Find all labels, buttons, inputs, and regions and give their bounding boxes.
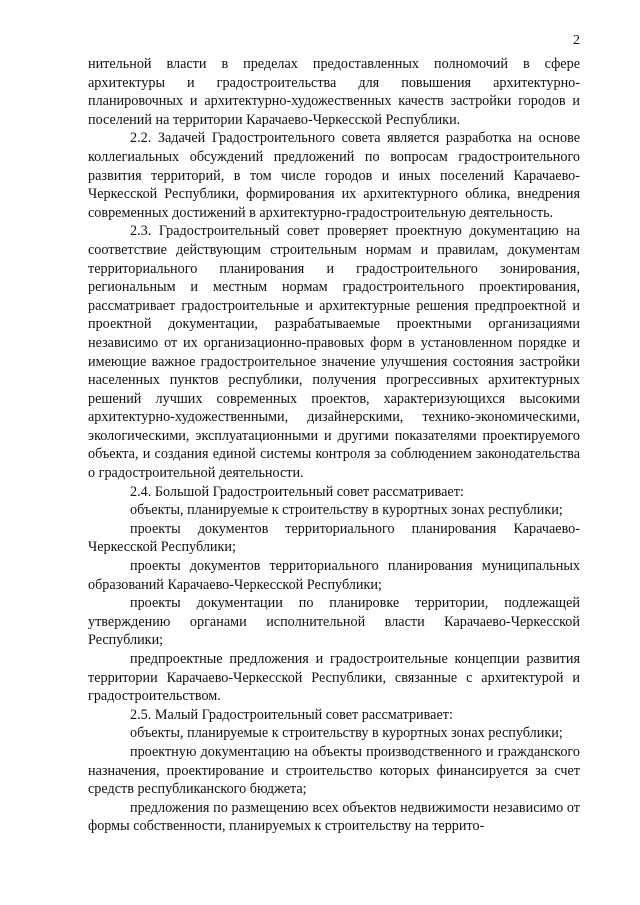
page-number: 2 — [573, 33, 580, 48]
list-item: объекты, планируемые к строительству в курортных зонах республики; — [130, 502, 563, 519]
list-item: предложения по размещению всех объектов недвижимости независимо от формы собственности, планируемых к строительству на террито- — [88, 799, 580, 835]
list-item: проектную документацию на объекты производственного и гражданского назначения, проектирование и строительство которых финансируется за счет средств республиканского бюджета; — [88, 743, 580, 798]
paragraph-continuation: нительной власти в пределах предоставленных полномочий в сфере архитектуры и градостроительства для повышения архитектурно-планировочных и архитектурно-художественных качеств застройки городов и поселений на территории Карачаево-Черкесской Республики. — [88, 56, 580, 128]
paragraph-2-2: 2.2. Задачей Градостроительного совета является разработка на основе коллегиальных обсуждений предложений по вопросам градостроительного развития территорий, в том числе городов и иных поселений Карачаево-Черкесской Республики, формирования их архитектурного облика, внедрения современных достижений в архитектурно-градостроительную деятельность. — [88, 130, 580, 221]
list-item: проекты документов территориального планирования муниципальных образований Карачаево-Черкесской Республики; — [88, 558, 580, 593]
paragraph-2-3: 2.3. Градостроительный совет проверяет проектную документацию на соответствие действующим строительным нормам и правилам, документам территориального планирования и градостроительного зонирования, региональным и местным нормам градостроительного проектирования, рассматривает градостроительные и архитектурные решения предпроектной и проектной документации, разрабатываемые проектными организациями независимо от их организационно-правовых форм в установленном порядке и имеющие важное градостроительное значение улучшения состояния застройки населенных пунктов республики, получения прогрессивных архитектурных решений лучших современных проектов, характеризующихся высокими архитектурно-художественными, дизайнерскими, технико-экономическими, экологическими, эксплуатационными и другими показателями проектируемого объекта, и создания единой системы контроля за соблюдением законодательства о градостроительной деятельности. — [88, 223, 580, 482]
list-item: объекты, планируемые к строительству в курортных зонах республики; — [130, 725, 563, 742]
list-item: предпроектные предложения и градостроительные концепции развития территории Карачаево-Черкесской Республики, связанные с архитектурой и градостроительством. — [88, 651, 580, 705]
list-item: проекты документов территориального планирования Карачаево-Черкесской Республики; — [88, 520, 580, 556]
list-item: проекты документации по планировке территории, подлежащей утверждению органами исполнительной власти Карачаево-Черкесской Республики; — [88, 595, 580, 649]
paragraph-2-4: 2.4. Большой Градостроительный совет рассматривает: — [130, 483, 464, 500]
document-body — [88, 55, 580, 836]
paragraph-2-5: 2.5. Малый Градостроительный совет рассматривает: — [130, 706, 453, 723]
